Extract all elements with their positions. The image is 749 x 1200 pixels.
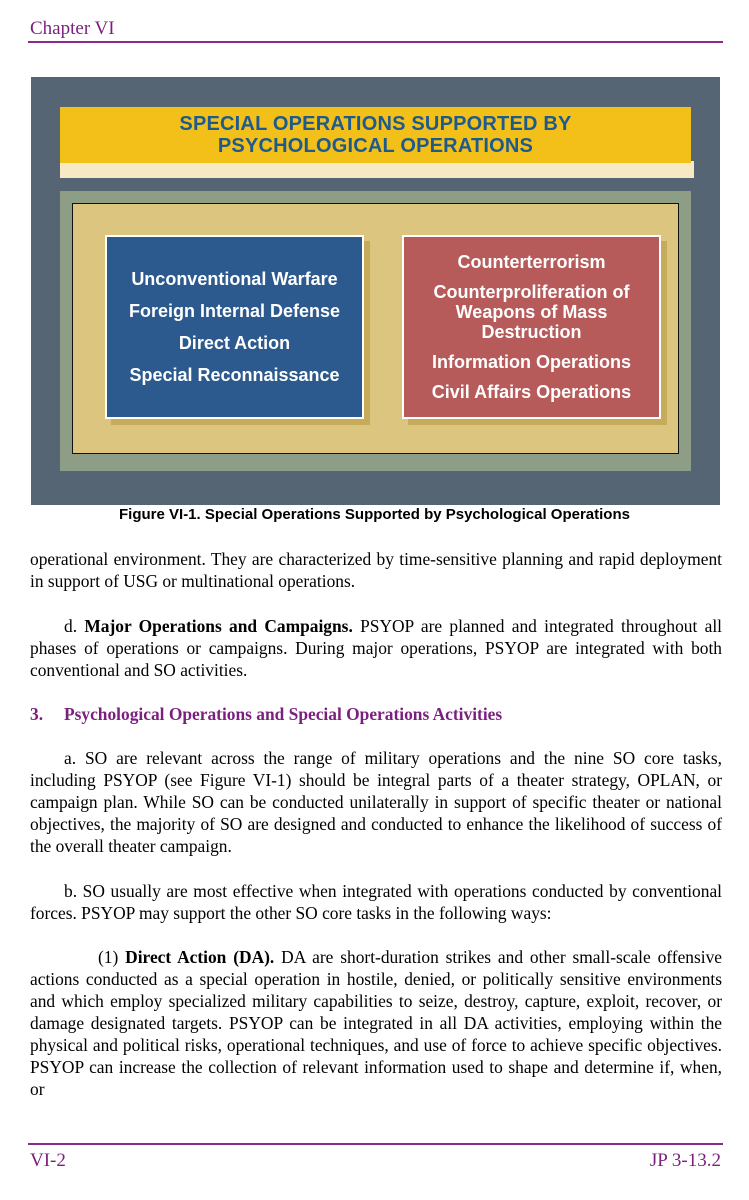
figure-tan-box [72,203,679,454]
core-tasks-left-panel [105,235,364,419]
left-item: Unconventional Warfare [131,269,338,289]
figure-vi-1 [31,77,720,505]
paragraph-text: DA are short-duration strikes and other small-scale offensive actions conducted as a special operation in hostile, denied, or politically sensitive environments and which employ specialized military capabilities to seize, destroy, capture, exploit, recover, or damage designated targets. PSYOP can be integrated in all DA activities, employing within the physical and political risks, operational techniques, and use of force to achieve specific objectives. PSYOP can increase the collection of relevant information used to shape and determine if, when, or [30,947,722,1099]
paragraph-lead: (1) [98,947,126,967]
right-item: Civil Affairs Operations [431,382,632,402]
footer-rule [28,1143,723,1145]
paragraph-text: PSYOP are planned and integrated throughout all phases of operations or campaigns. During major operations, PSYOP are integrated with both conventional and SO activities. [30,616,722,680]
section-title: Psychological Operations and Special Operations Activities [64,704,503,724]
core-tasks-right-panel [402,235,661,419]
figure-green-frame [60,191,691,471]
figure-title-line-2: PSYCHOLOGICAL OPERATIONS [217,135,534,157]
paragraph-heading: Direct Action (DA). [125,947,275,967]
paragraph-a: a. SO are relevant across the range of military operations and the nine SO core tasks, including PSYOP (see Figure VI-1) should be integral parts of a theater strategy, OPLAN, or campaign plan. While SO can be conducted unilaterally in support of specific theater or national objectives, the majority of SO are designed and conducted to enhance the likelihood of success of the overall theater campaign. [30,748,722,856]
left-item: Foreign Internal Defense [128,301,341,321]
paragraph-direct-action [30,946,722,1100]
figure-caption: Figure VI-1. Special Operations Supported by Psychological Operations [119,506,630,523]
paragraph-major-operations [30,615,722,681]
header-rule [28,41,723,43]
figure-title-banner [60,107,691,163]
left-item: Direct Action [178,333,291,353]
right-item: Counterterrorism [457,252,606,272]
page-number: VI-2 [30,1150,66,1171]
right-item: Counterproliferation of Weapons of Mass Destruction [433,282,630,342]
paragraph-heading: Major Operations and Campaigns. [84,616,353,636]
figure-title-line-1: SPECIAL OPERATIONS SUPPORTED BY [179,113,572,135]
banner-shadow [60,161,694,178]
chapter-header: Chapter VI [30,18,115,39]
right-item: Information Operations [431,352,631,372]
section-heading [30,704,502,725]
paragraph-b: b. SO usually are most effective when integrated with operations conducted by conventional forces. PSYOP may support the other SO core tasks in the following ways: [30,881,722,923]
left-item: Special Reconnaissance [129,365,340,385]
paragraph-continuation: operational environment. They are characterized by time-sensitive planning and rapid deployment in support of USG or multinational operations. [30,549,722,591]
section-number: 3. [30,704,44,724]
paragraph-lead: d. [64,616,85,636]
document-id: JP 3-13.2 [649,1150,721,1171]
